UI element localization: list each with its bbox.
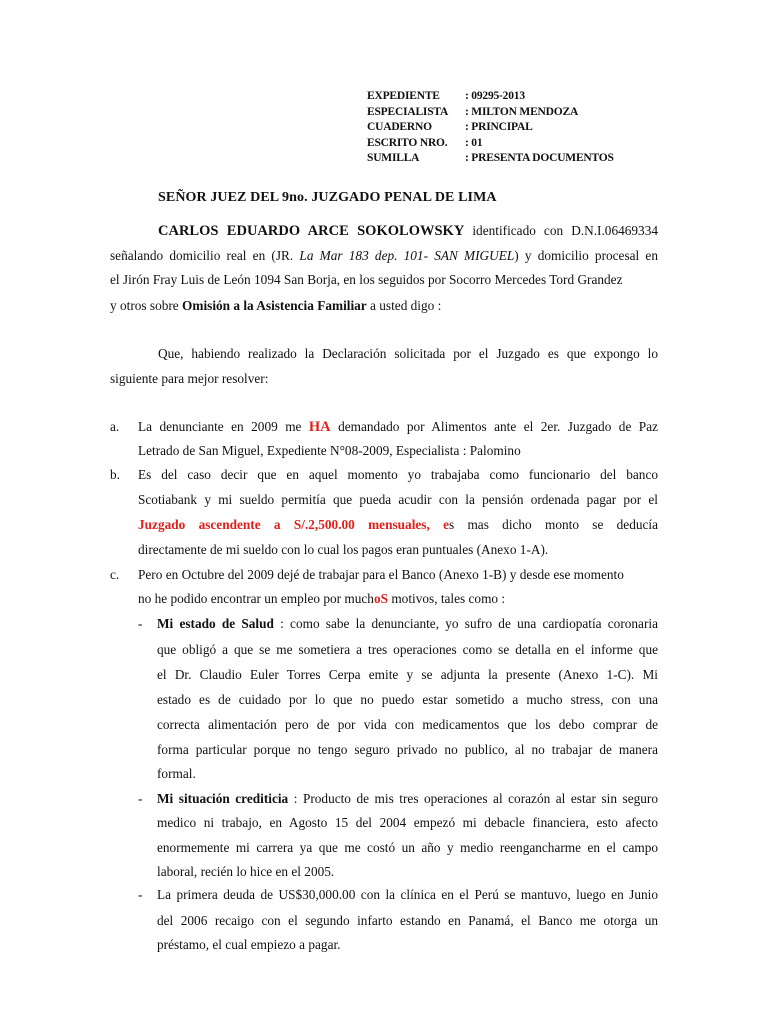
item-text: demandado por Alimentos ante el 2er. Juzgado de Paz [330, 419, 659, 434]
header-value: : PRESENTA DOCUMENTOS [465, 152, 614, 164]
list-marker-a: a. [110, 419, 120, 434]
highlight-os: oS [373, 591, 389, 606]
list-marker-b: b. [110, 467, 120, 482]
header-value: : 01 [465, 136, 483, 149]
para1-line-1: Que, habiendo realizado la Declaración solicitada por el Juzgado es que expongo lo [158, 346, 658, 361]
highlight-ha: HA [308, 419, 331, 435]
sub-text: : como sabe la denunciante, yo sufro de una cardiopatía coronaria [273, 616, 658, 631]
intro-line-1 [158, 221, 658, 241]
item-b-line-3 [138, 515, 658, 535]
addressee-title: SEÑOR JUEZ DEL 9no. JUZGADO PENAL DE LIMA [158, 190, 497, 205]
header-row-expediente [367, 89, 614, 105]
item-b-line-2: Scotiabank y mi sueldo permitía que pueda acudir con la pensión ordenada pagar por el [138, 492, 658, 507]
header-value: : 09295-2013 [465, 90, 525, 102]
petitioner-name: CARLOS EDUARDO ARCE SOKOLOWSKY [158, 223, 465, 239]
case-header [367, 89, 614, 167]
sub2-heading: Mi situación crediticia [157, 791, 289, 806]
header-label: CUADERNO [367, 121, 432, 133]
intro-line-4 [110, 296, 658, 316]
header-row-sumilla [367, 151, 614, 167]
para1-line-2: siguiente para mejor resolver: [110, 371, 269, 386]
intro-text: señalando domicilio real en (JR. [110, 248, 300, 263]
intro-line-2 [110, 246, 658, 266]
sub3-line-2: del 2006 recaigo con el segundo infarto estando en Panamá, el Banco me otorga un [157, 913, 658, 928]
list-marker-c: c. [110, 567, 120, 582]
sub3-line-3: préstamo, el cual empiezo a pagar. [157, 937, 341, 952]
header-label: ESPECIALISTA [367, 105, 449, 118]
intro-text: y otros sobre [110, 298, 183, 313]
intro-line-3: el Jirón Fray Luis de León 1094 San Borja, en los seguidos por Socorro Mercedes Tord Grandez [110, 272, 623, 287]
header-row-cuaderno [367, 120, 614, 136]
header-label: EXPEDIENTE [367, 90, 440, 102]
sub1-line-7: formal. [157, 766, 196, 781]
sub-text: : Producto de mis tres operaciones al corazón al estar sin seguro [288, 791, 658, 806]
intro-text: ) y domicilio procesal en [514, 248, 658, 263]
sub-bullet-dash: - [138, 791, 143, 806]
intro-address: La Mar 183 dep. 101- SAN MIGUEL [299, 248, 515, 263]
sub2-line-4: laboral, recién lo hice en el 2005. [157, 864, 335, 879]
case-subject: Omisión a la Asistencia Familiar [182, 298, 367, 313]
sub2-line-2: medico ni trabajo, en Agosto 15 del 2004 empezó mi debacle financiera, esto afecto [157, 815, 658, 830]
sub3-line-1: La primera deuda de US$30,000.00 con la clínica en el Perú se mantuvo, luego en Junio [157, 887, 658, 902]
sub1-line-6: forma particular porque no tengo seguro privado no publico, al no trabajar de manera [157, 742, 658, 757]
item-text: no he podido encontrar un empleo por much [138, 591, 374, 606]
sub1-line-2: que obligó a que se me sometiera a tres operaciones como se detalla en el informe que [157, 642, 658, 657]
item-text: La denunciante en 2009 me [138, 419, 309, 434]
highlight-amount: Juzgado ascendente a S/.2,500.00 mensuales, e [138, 517, 449, 532]
item-text: s mas dicho monto se deducía [448, 517, 658, 532]
sub1-line-5: correcta alimentación pero de por vida con medicamentos que los debo comprar de [157, 717, 658, 732]
item-text: motivos, tales como : [388, 591, 506, 606]
item-c-line-2 [138, 589, 658, 609]
item-a-line-2: Letrado de San Miguel, Expediente N°08-2009, Especialista : Palomino [138, 443, 521, 458]
header-row-especialista [367, 105, 614, 121]
header-label: SUMILLA [367, 152, 420, 164]
header-row-escrito [367, 136, 614, 152]
header-value: : MILTON MENDOZA [465, 105, 579, 118]
sub1-line-4: estado es de cuidado por lo que no puedo estar sometido a mucho stress, con una [157, 692, 658, 707]
item-c-line-1: Pero en Octubre del 2009 dejé de trabajar para el Banco (Anexo 1-B) y desde ese momento [138, 567, 624, 582]
sub2-line-1 [157, 789, 658, 809]
intro-text: identificado con D.N.I.06469334 [464, 223, 658, 238]
sub1-line-3: el Dr. Claudio Euler Torres Cerpa emite y se adjunta la presente (Anexo 1-C). Mi [157, 667, 658, 682]
sub-bullet-dash: - [138, 616, 143, 631]
sub2-line-3: enormemente mi carrera ya que me costó un año y medio reengancharme en el campo [157, 840, 658, 855]
header-label: ESCRITO NRO. [367, 136, 448, 149]
item-b-line-1: Es del caso decir que en aquel momento yo trabajaba como funcionario del banco [138, 467, 658, 482]
item-b-line-4: directamente de mi sueldo con lo cual los pagos eran puntuales (Anexo 1-A). [138, 542, 549, 557]
sub1-line-1 [157, 614, 658, 634]
intro-text: a usted digo : [366, 298, 442, 313]
sub-bullet-dash: - [138, 887, 143, 902]
sub1-heading: Mi estado de Salud [157, 616, 274, 631]
item-a-line-1 [138, 417, 658, 437]
header-value: : PRINCIPAL [465, 121, 533, 133]
